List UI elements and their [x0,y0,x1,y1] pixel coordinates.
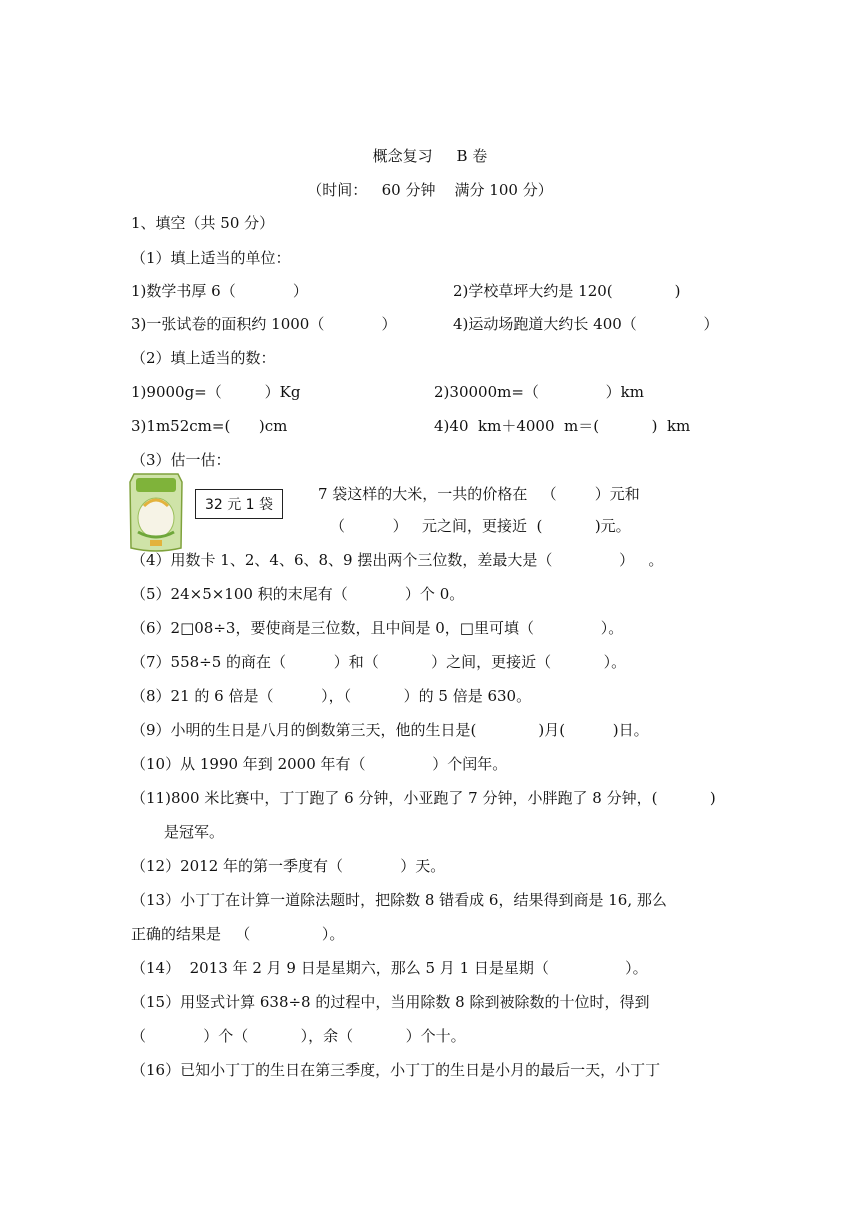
question-line: （8）21 的 6 倍是（ ），（ ）的 5 倍是 630。 [131,687,532,705]
question-line: 是冠军。 [164,823,225,841]
question-line: （11)800 米比赛中，丁丁跑了 6 分钟，小亚跑了 7 分钟，小胖跑了 8 分钟，( ) [131,789,716,807]
question-2-item: 1)9000g=（ ）Kg [131,383,301,401]
question-line: （7）558÷5 的商在（ ）和（ ）之间，更接近（ ）。 [131,653,627,671]
question-2-heading: （2）填上适当的数： [131,349,276,367]
question-line: （5）24×5×100 积的末尾有（ ）个 0。 [131,585,465,603]
page-subtitle: （时间： 60 分钟 满分 100 分） [307,181,553,199]
question-1-item: 2)学校草坪大约是 120( ) [453,282,681,300]
question-1-heading: （1）填上适当的单位： [131,249,291,267]
question-line: （4）用数卡 1、2、4、6、8、9 摆出两个三位数，差最大是（ ） 。 [131,551,664,569]
question-line: （15）用竖式计算 638÷8 的过程中，当用除数 8 除到被除数的十位时，得到 [131,993,650,1011]
question-line: （10）从 1990 年到 2000 年有（ ）个闰年。 [131,755,508,773]
question-2-item: 3)1m52cm=( )cm [131,417,288,435]
question-3-line-1: 7 袋这样的大米，一共的价格在 （ ）元和 [318,485,640,503]
question-1-item: 4)运动场跑道大约长 400（ ） [453,315,719,333]
question-3-heading: （3）估一估： [131,451,231,469]
question-line: （13）小丁丁在计算一道除法题时，把除数 8 错看成 6，结果得到商是 16, 那么 [131,891,667,909]
question-line: 正确的结果是 （ ）。 [131,925,345,943]
price-tag: 32 元 1 袋 [195,489,283,519]
question-line: （6）2□08÷3，要使商是三位数，且中间是 0，□里可填（ ）。 [131,619,624,637]
question-2-item: 2)30000m=（ ）km [434,383,644,401]
section-heading: 1、填空（共 50 分） [131,214,275,232]
question-line: （16）已知小丁丁的生日在第三季度，小丁丁的生日是小月的最后一天，小丁丁 [131,1061,661,1079]
question-2-item: 4)40 km＋4000 m＝( ) km [434,417,691,435]
page-title: 概念复习 B 卷 [372,147,488,165]
question-line: （9）小明的生日是八月的倒数第三天，他的生日是( )月( )日。 [131,721,649,739]
question-line: （ ）个（ ），余（ ）个十。 [131,1027,466,1045]
question-line: （12）2012 年的第一季度有（ ）天。 [131,857,446,875]
question-line: （14） 2013 年 2 月 9 日是星期六，那么 5 月 1 日是星期（ ）。 [131,959,648,977]
rice-bag-image [128,470,184,554]
question-3-line-2: （ ） 元之间，更接近 ( )元。 [330,517,631,535]
question-1-item: 1)数学书厚 6（ ） [131,282,308,300]
question-1-item: 3)一张试卷的面积约 1000（ ） [131,315,397,333]
